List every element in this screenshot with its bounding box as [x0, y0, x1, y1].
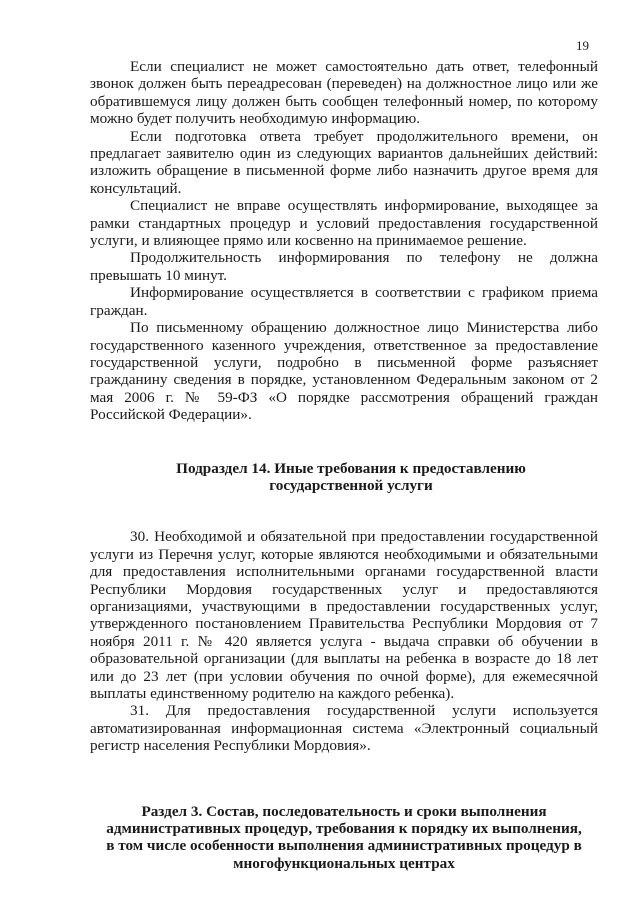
section-heading	[90, 803, 598, 873]
paragraph-written-request: По письменному обращению должностное лицо Министерства либо государственного казенного учреждения, ответственное за предоставление государственной услуги, подробно в письменной форме разъясняет гражданину сведения в порядке, установленном Федеральным законом от 2 мая 2006 г. № 59-ФЗ «О порядке рассмотрения обращений граждан Российской Федерации».	[90, 319, 598, 424]
section-title-line-2: административных процедур, требования к порядку их выполнения,	[106, 820, 582, 838]
subsection-heading	[90, 460, 598, 495]
paragraph-item-30: 30. Необходимой и обязательной при предоставлении государственной услуги из Перечня услуг, которые являются необходимыми и обязательными для предоставления исполнительными органами государственной власти Республики Мордовия государственных услуг и предоставляются организациями, участвующими в предоставлении государственных услуг, утвержденного постановлением Правительства Республики Мордовия от 7 ноября 2011 г. № 420 является услуга - выдача справки об обучении в образовательной организации (для выплаты на ребенка в возрасте до 18 лет или до 23 лет (при условии обучения по очной форме), для ежемесячной выплаты единственному родителю на каждого ребенка).	[90, 528, 598, 702]
document-body	[90, 58, 598, 872]
section-title-line-1: Раздел 3. Состав, последовательность и сроки выполнения	[141, 802, 547, 820]
subsection-title-line-2: государственной услуги	[269, 476, 433, 494]
paragraph-call-duration: Продолжительность информирования по телефону не должна превышать 10 минут.	[90, 249, 598, 284]
subsection-title-line-1: Подраздел 14. Иные требования к предоставлению	[176, 459, 526, 477]
section-title-line-4: многофункциональных центрах	[233, 854, 455, 872]
section-title-line-3: в том числе особенности выполнения административных процедур в	[106, 837, 582, 855]
page-number: 19	[576, 38, 589, 53]
paragraph-long-preparation: Если подготовка ответа требует продолжительного времени, он предлагает заявителю один из следующих вариантов дальнейших действий: изложить обращение в письменной форме либо назначить другое время для консультаций.	[90, 127, 598, 197]
paragraph-item-31: 31. Для предоставления государственной услуги используется автоматизированная информационная система «Электронный социальный регистр населения Республики Мордовия».	[90, 702, 598, 755]
paragraph-specialist-limits: Специалист не вправе осуществлять информирование, выходящее за рамки стандартных процедур и условий предоставления государственной услуги, и влияющее прямо или косвенно на принимаемое решение.	[90, 197, 598, 250]
paragraph-redirect-call: Если специалист не может самостоятельно дать ответ, телефонный звонок должен быть переадресован (переведен) на должностное лицо или же обратившемуся лицу должен быть сообщен телефонный номер, по которому можно будет получить необходимую информацию.	[90, 58, 598, 128]
paragraph-schedule: Информирование осуществляется в соответствии с графиком приема граждан.	[90, 284, 598, 319]
